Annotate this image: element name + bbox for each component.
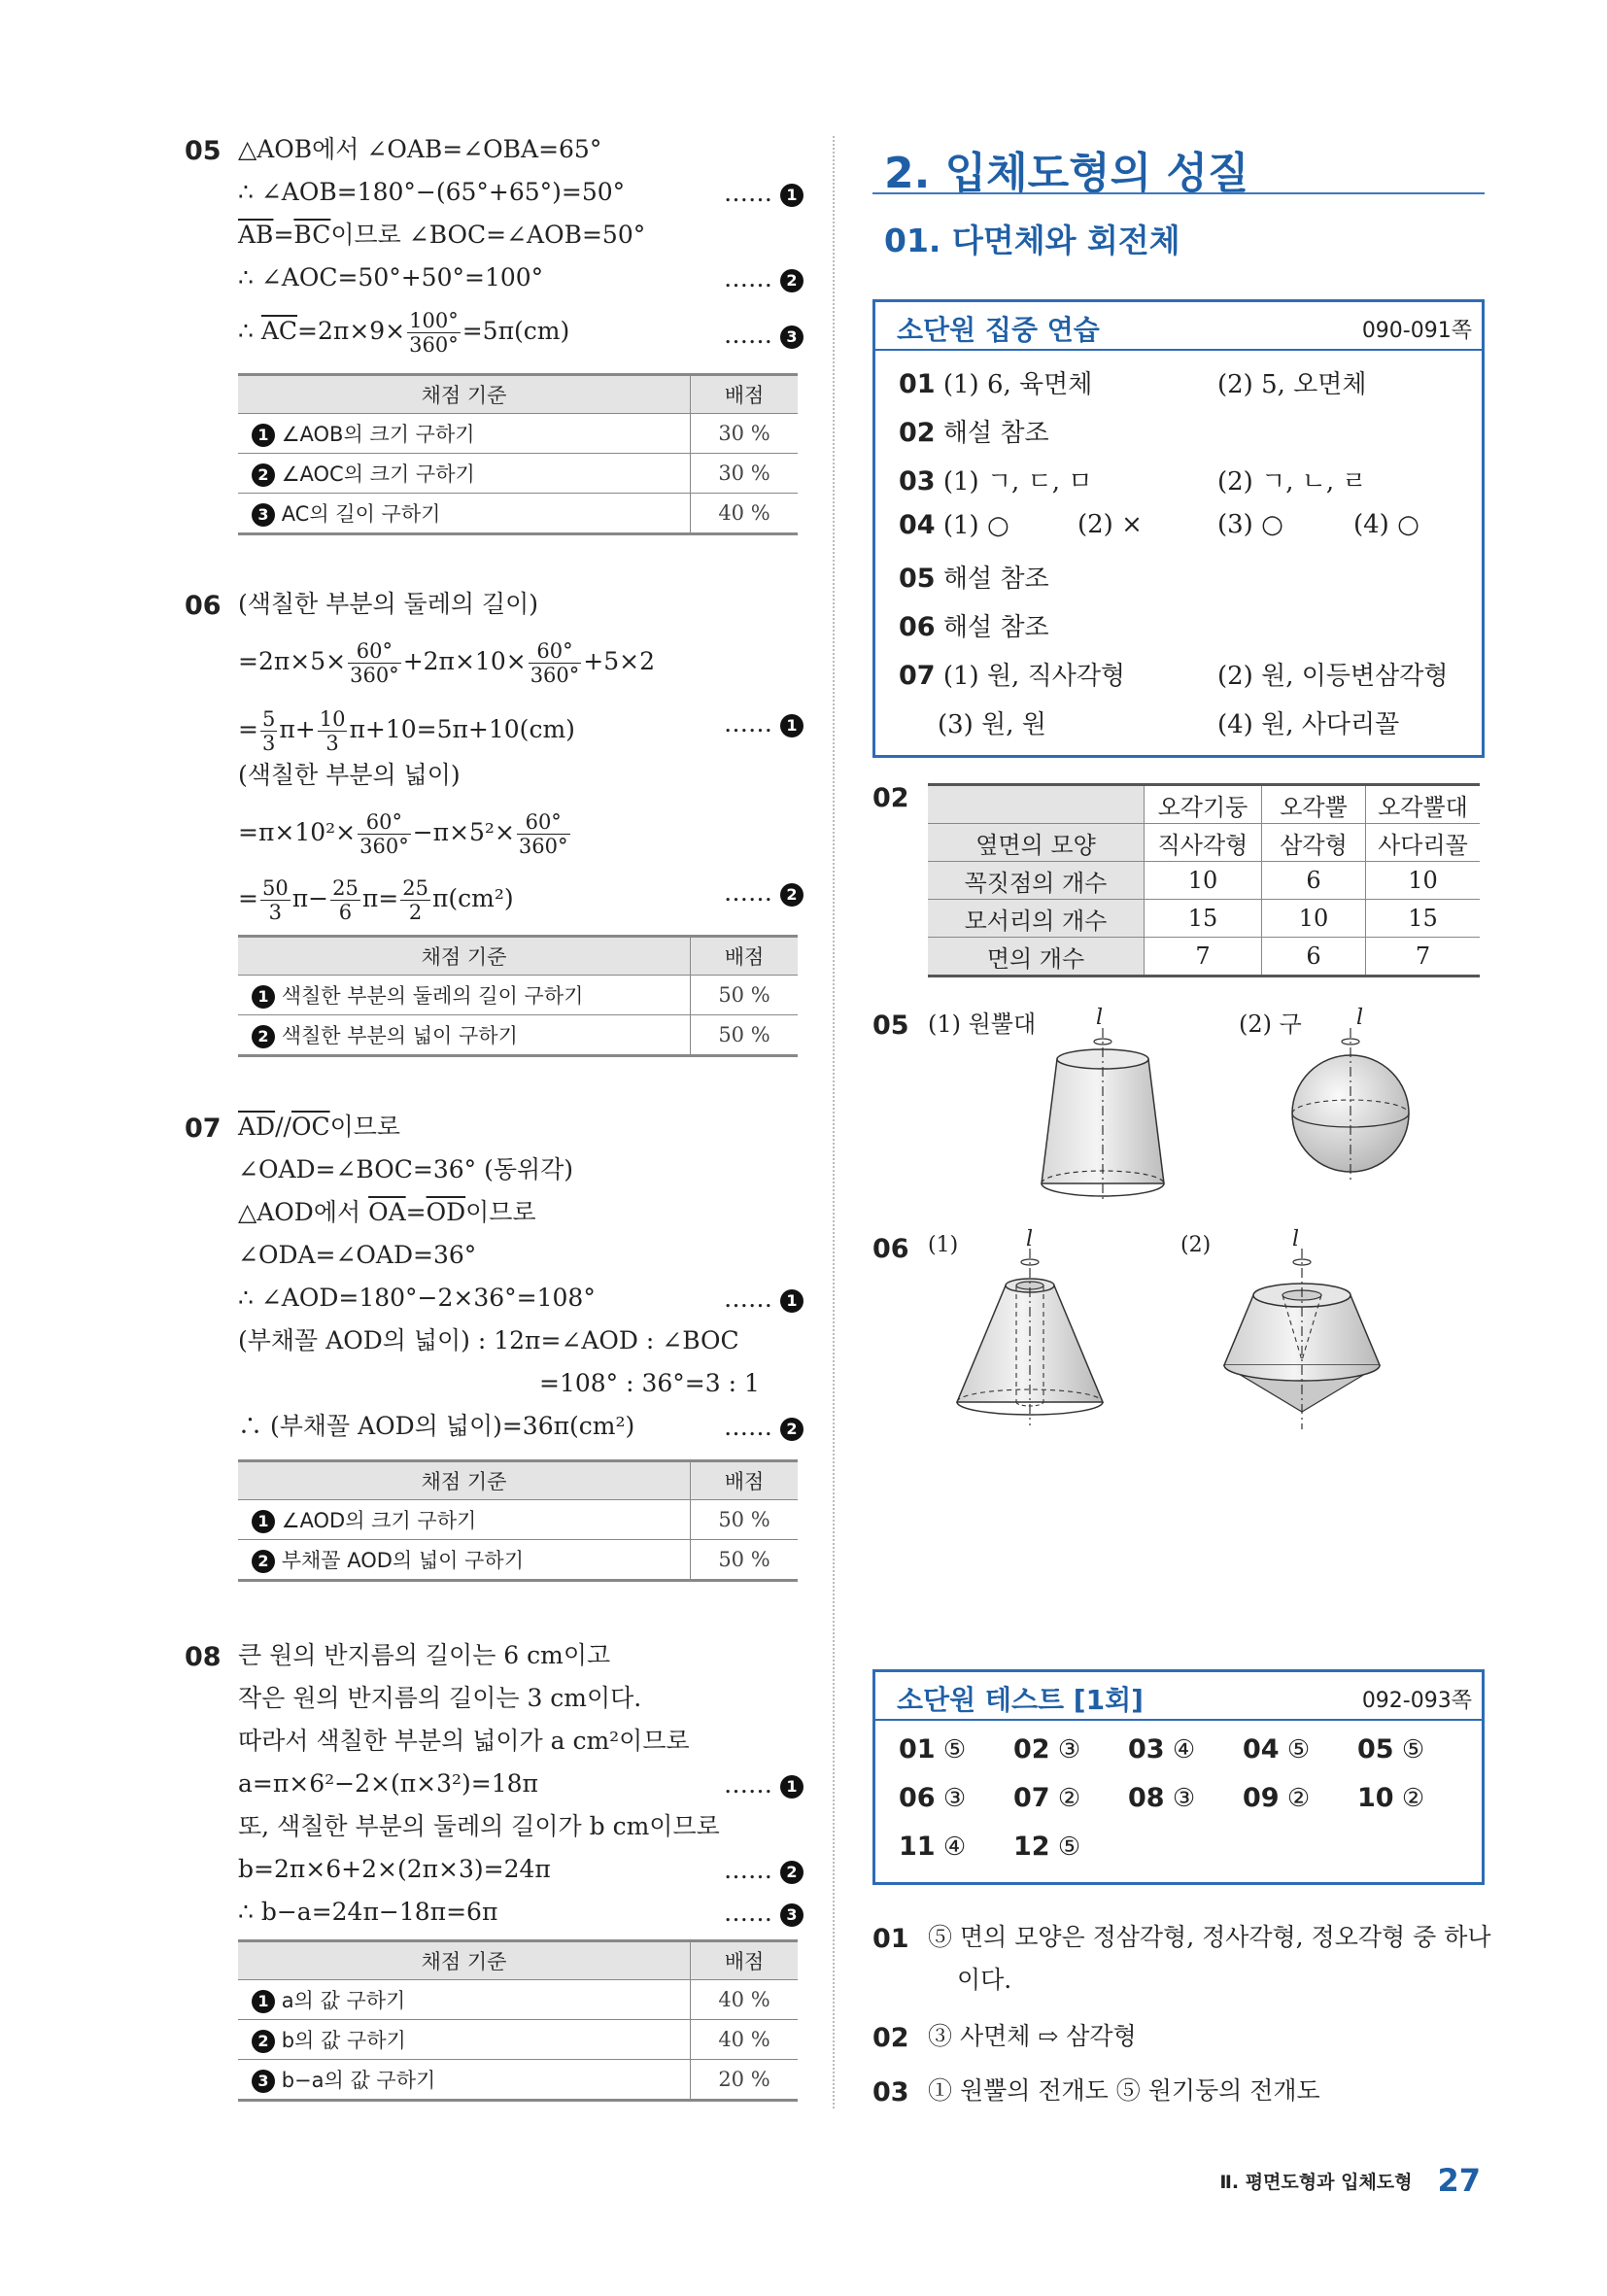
problem-number: 07 <box>185 1114 222 1144</box>
answer-number: 10 <box>1357 1783 1394 1813</box>
scoring-table <box>238 373 798 535</box>
answer: ② <box>1057 1784 1081 1813</box>
score: 50 % <box>691 1015 799 1056</box>
text: +5×2 <box>583 647 655 675</box>
text: = <box>273 221 294 249</box>
step-marker <box>724 1285 804 1313</box>
practice-answer-box <box>872 299 1485 758</box>
table-row <box>928 824 1480 862</box>
numerator: 60° <box>348 639 401 664</box>
numerator: 25 <box>402 876 428 900</box>
answer-row <box>1243 1783 1310 1813</box>
numerator: 5 <box>261 707 276 731</box>
answer: (1) 원, 직사각형 <box>942 662 1126 691</box>
answer-row <box>1128 1783 1195 1813</box>
score: 30 % <box>691 454 799 494</box>
explanation-line: ③ 사면체 ⇨ 삼각형 <box>928 2022 1137 2050</box>
polyhedron-table <box>928 783 1480 977</box>
step-marker <box>724 321 804 349</box>
criteria: ∠AOB의 크기 구하기 <box>281 423 475 446</box>
numerator: 25 <box>332 876 359 900</box>
text: =π×10²× <box>238 818 357 846</box>
fraction <box>318 707 348 755</box>
cell: 15 <box>1366 900 1481 938</box>
cell: 7 <box>1366 938 1481 977</box>
table-row <box>928 900 1480 938</box>
dots: …… <box>724 1413 772 1441</box>
solution-line: (색칠한 부분의 둘레의 길이) <box>238 590 538 618</box>
figure-label: (2) 구 <box>1239 1011 1302 1038</box>
page-number: 27 <box>1437 2162 1481 2199</box>
step-marker <box>724 709 804 737</box>
answer: (4) ○ <box>1353 510 1419 539</box>
explanation-line: ① 원뿔의 전개도 ⑤ 원기둥의 전개도 <box>928 2076 1320 2105</box>
answer-row <box>899 656 1125 692</box>
criteria: a의 값 구하기 <box>281 1989 406 2012</box>
solution-line: (색칠한 부분의 넓이) <box>238 761 461 789</box>
answer: ④ <box>942 1833 967 1862</box>
answer-number: 05 <box>899 564 936 594</box>
cell: 직사각형 <box>1145 824 1262 862</box>
step-circle: 1 <box>780 1775 804 1799</box>
solution-line: ∴ b−a=24π−18π=6π <box>238 1898 498 1926</box>
text: 이므로 ∠BOC=∠AOB=50° <box>330 221 646 249</box>
text: =5π(cm) <box>462 317 570 345</box>
answer-number: 07 <box>1013 1783 1050 1813</box>
answer-number: 01 <box>899 1734 936 1765</box>
answer-row <box>1243 1734 1310 1765</box>
solution-line: 또, 색칠한 부분의 둘레의 길이가 b cm이므로 <box>238 1812 720 1840</box>
text: 이므로 <box>329 1113 401 1141</box>
segment: $\overline{AD}$ <box>238 1113 276 1141</box>
header-score: 배점 <box>691 1941 799 1980</box>
answer: ⑤ <box>1057 1833 1081 1862</box>
answer: 해설 참조 <box>942 565 1049 594</box>
answer-number: 05 <box>1357 1734 1394 1765</box>
numerator: 10 <box>319 707 346 731</box>
answer-row <box>899 559 1049 595</box>
text: △AOD에서 <box>238 1198 369 1226</box>
cell: 7 <box>1145 938 1262 977</box>
chapter-label: Ⅱ. 평면도형과 입체도형 <box>1219 2171 1413 2193</box>
corner-cell <box>928 785 1145 824</box>
answer-number: 01 <box>899 369 936 399</box>
answer-number: 09 <box>1243 1783 1280 1813</box>
sphere-figure <box>1282 1020 1419 1185</box>
solution-line: ∴ ∠AOD=180°−2×36°=108° <box>238 1284 596 1312</box>
answer: ② <box>1401 1784 1425 1813</box>
solution-line <box>238 309 569 357</box>
sub-title: 01. 다면체와 회전체 <box>884 222 1180 259</box>
text: = <box>405 1198 427 1226</box>
denominator: 360° <box>518 835 568 858</box>
cell: 15 <box>1145 900 1262 938</box>
answer-number: 04 <box>899 510 936 540</box>
answer-number: 04 <box>1243 1734 1280 1765</box>
table-row <box>238 1015 798 1056</box>
answer-number: 02 <box>1013 1734 1050 1765</box>
answer-row <box>1128 1734 1195 1765</box>
criteria: AC의 길이 구하기 <box>281 502 441 526</box>
answer: ② <box>1286 1784 1311 1813</box>
step-marker <box>724 1856 804 1884</box>
cell: 10 <box>1145 862 1262 900</box>
fraction <box>517 810 570 858</box>
box-header <box>875 1672 1482 1721</box>
section-title: 2. 입체도형의 성질 <box>884 149 1249 198</box>
step-circle: 3 <box>780 326 804 349</box>
segment: $\overline{AB}$ <box>238 221 274 249</box>
score: 30 % <box>691 414 799 454</box>
answer: ⑤ <box>1401 1735 1425 1765</box>
numerator: 60° <box>517 810 570 835</box>
cell: 10 <box>1366 862 1481 900</box>
denominator: 360° <box>350 664 399 687</box>
answer-row <box>899 1734 966 1765</box>
answer: (1) ㄱ, ㄷ, ㅁ <box>942 467 1093 497</box>
text: +2π×10× <box>402 647 527 675</box>
criteria: 부채꼴 AOD의 넓이 구하기 <box>281 1549 524 1572</box>
frustum-with-cone-hole-figure <box>1210 1239 1394 1433</box>
dots: …… <box>724 1770 772 1799</box>
step-marker <box>724 179 804 207</box>
solution-line <box>238 810 572 858</box>
step-circle: 2 <box>252 463 275 487</box>
denominator: 360° <box>359 835 409 858</box>
answer: ⑤ <box>942 1735 967 1765</box>
numerator: 60° <box>529 639 582 664</box>
figure-label: (1) 원뿔대 <box>928 1011 1037 1038</box>
step-marker <box>724 878 804 907</box>
figure-label: (2) <box>1180 1233 1212 1257</box>
denominator: 2 <box>408 901 423 924</box>
criteria: 색칠한 부분의 넓이 구하기 <box>281 1024 518 1047</box>
table-row <box>928 862 1480 900</box>
fraction <box>407 309 461 357</box>
score: 40 % <box>691 494 799 534</box>
cell: 사다리꼴 <box>1366 824 1481 862</box>
column-header: 오각기둥 <box>1145 785 1262 824</box>
problem-number: 08 <box>185 1642 222 1672</box>
answer-row <box>899 462 1092 497</box>
denominator: 3 <box>268 901 282 924</box>
dots: …… <box>724 179 772 207</box>
axis-label: l <box>1026 1227 1034 1251</box>
text: =2π×5× <box>238 647 347 675</box>
text: = <box>238 884 258 912</box>
step-circle: 2 <box>780 269 804 292</box>
box-pages: 090-091쪽 <box>1361 319 1472 343</box>
text: π− <box>291 884 329 912</box>
row-header: 면의 개수 <box>928 938 1145 977</box>
answer-number: 11 <box>899 1832 936 1862</box>
answer-number: 07 <box>899 661 936 691</box>
solution-line <box>238 218 645 253</box>
answer: (2) 원, 이등변삼각형 <box>1217 662 1449 691</box>
answer-row <box>1357 1783 1424 1813</box>
score: 40 % <box>691 2020 799 2060</box>
text: π+10=5π+10(cm) <box>349 715 575 743</box>
scoring-table <box>238 1459 798 1582</box>
text: =2π×9× <box>297 317 406 345</box>
segment: $\overline{OD}$ <box>426 1198 466 1226</box>
axis-label: l <box>1292 1227 1300 1251</box>
answer: (3) 원, 원 <box>938 710 1046 739</box>
problem-number: 02 <box>872 2023 909 2053</box>
answer-number: 12 <box>1013 1832 1050 1862</box>
table-row <box>238 494 798 534</box>
answer: ③ <box>1057 1735 1081 1765</box>
step-circle: 1 <box>780 714 804 737</box>
step-circle: 3 <box>252 503 275 527</box>
step-circle: 3 <box>252 2070 275 2093</box>
solution-line: =108° : 36°=3 : 1 <box>539 1369 760 1397</box>
explanation-line: 이다. <box>957 1966 1012 1994</box>
criteria: b의 값 구하기 <box>281 2029 406 2052</box>
segment: $\overline{BC}$ <box>293 221 331 249</box>
text: π= <box>361 884 399 912</box>
header-criteria: 채점 기준 <box>238 1461 691 1500</box>
box-title: 소단원 테스트 [1회] <box>897 1684 1144 1716</box>
arc: $\overline{AC}$ <box>260 317 298 345</box>
text: π(cm²) <box>431 884 514 912</box>
step-circle: 3 <box>780 1903 804 1927</box>
answer-row <box>899 510 1009 540</box>
answer: 해설 참조 <box>942 419 1049 448</box>
answer: ④ <box>1172 1735 1196 1765</box>
table-row <box>238 454 798 494</box>
criteria: ∠AOC의 크기 구하기 <box>281 463 475 486</box>
scoring-table <box>238 1939 798 2102</box>
denominator: 3 <box>325 732 339 755</box>
criteria: b−a의 값 구하기 <box>281 2069 436 2092</box>
table-row <box>238 976 798 1015</box>
column-header: 오각뿔대 <box>1366 785 1481 824</box>
dots: …… <box>724 1285 772 1313</box>
header-criteria: 채점 기준 <box>238 937 691 976</box>
solution-line: ∴ (부채꼴 AOD의 넓이)=36π(cm²) <box>238 1412 635 1440</box>
table-row <box>238 1980 798 2020</box>
header-score: 배점 <box>691 937 799 976</box>
explanation-line: ⑤ 면의 모양은 정삼각형, 정사각형, 정오각형 중 하나 <box>928 1923 1491 1951</box>
solution-line: ∠ODA=∠OAD=36° <box>238 1241 477 1269</box>
answer-number: 08 <box>1128 1783 1165 1813</box>
answer-number: 03 <box>1128 1734 1165 1765</box>
problem-number: 01 <box>872 1924 909 1954</box>
row-header: 옆면의 모양 <box>928 824 1145 862</box>
box-title: 소단원 집중 연습 <box>897 314 1100 346</box>
answer-row <box>1357 1734 1424 1765</box>
fraction <box>358 810 411 858</box>
axis-label: l <box>1356 1006 1364 1030</box>
answer: (4) 원, 사다리꼴 <box>1217 710 1400 739</box>
answer: 해설 참조 <box>942 613 1049 642</box>
header-score: 배점 <box>691 1461 799 1500</box>
score: 50 % <box>691 1540 799 1581</box>
solution-line: (부채꼴 AOD의 넓이) : 12π=∠AOD : ∠BOC <box>238 1326 739 1354</box>
answer: (2) ㄱ, ㄴ, ㄹ <box>1217 467 1367 497</box>
text: // <box>275 1113 291 1141</box>
step-marker <box>724 264 804 292</box>
table-row <box>238 1540 798 1581</box>
solution-line: ∠OAD=∠BOC=36° (동위각) <box>238 1155 574 1183</box>
answer: (1) 6, 육면체 <box>942 370 1093 399</box>
problem-number: 05 <box>872 1011 909 1041</box>
header-criteria: 채점 기준 <box>238 375 691 414</box>
answer-number: 03 <box>899 466 936 497</box>
numerator: 50 <box>261 876 289 900</box>
denominator: 3 <box>261 732 276 755</box>
denominator: 360° <box>530 664 580 687</box>
solution-line <box>238 639 655 687</box>
solution-line: ∴ ∠AOB=180°−(65°+65°)=50° <box>238 178 626 206</box>
answer-row <box>899 1783 966 1813</box>
axis-label: l <box>1096 1006 1104 1030</box>
score: 40 % <box>691 1980 799 2020</box>
column-divider <box>833 136 835 2108</box>
solution-line: 큰 원의 반지름의 길이는 6 cm이고 <box>238 1641 611 1669</box>
solution-line: △AOB에서 ∠OAB=∠OBA=65° <box>238 135 602 163</box>
dots: …… <box>724 264 772 292</box>
dots: …… <box>724 1899 772 1927</box>
step-circle: 1 <box>252 424 275 447</box>
answer-row <box>1013 1734 1080 1765</box>
solution-line: 작은 원의 반지름의 길이는 3 cm이다. <box>238 1684 642 1712</box>
fraction <box>260 707 277 755</box>
test-answer-box <box>872 1669 1485 1885</box>
numerator: 100° <box>409 309 459 332</box>
step-circle: 2 <box>252 1025 275 1048</box>
answer: (2) 5, 오면체 <box>1217 370 1367 399</box>
answer-row <box>1013 1832 1080 1862</box>
cell: 10 <box>1262 900 1366 938</box>
step-marker <box>724 1770 804 1799</box>
cell: 삼각형 <box>1262 824 1366 862</box>
step-circle: 2 <box>780 1418 804 1441</box>
answer-row <box>899 364 1092 400</box>
table-row <box>238 1500 798 1540</box>
step-circle: 2 <box>780 1861 804 1884</box>
answer: ③ <box>1172 1784 1196 1813</box>
fraction <box>400 876 430 924</box>
fraction <box>529 639 582 687</box>
denominator: 360° <box>409 333 459 357</box>
step-circle: 2 <box>780 883 804 907</box>
cell: 6 <box>1262 862 1366 900</box>
section-rule <box>872 192 1485 194</box>
table-row <box>238 2020 798 2060</box>
score: 50 % <box>691 1500 799 1540</box>
frustum-cone-figure <box>1020 1020 1185 1205</box>
text: ∴ <box>238 317 261 345</box>
answer-row <box>899 607 1049 643</box>
answer-number: 06 <box>899 612 936 642</box>
answer: (3) ○ <box>1217 510 1283 539</box>
answer-number: 02 <box>899 418 936 448</box>
answer: ⑤ <box>1286 1735 1311 1765</box>
hollow-frustum-figure <box>947 1239 1112 1428</box>
step-marker <box>724 1899 804 1927</box>
solution-line <box>238 1110 400 1145</box>
step-circle: 2 <box>252 2030 275 2053</box>
step-circle: 1 <box>252 1510 275 1533</box>
fraction <box>330 876 360 924</box>
answer-number: 06 <box>899 1783 936 1813</box>
denominator: 6 <box>338 901 353 924</box>
criteria: ∠AOD의 크기 구하기 <box>281 1509 477 1532</box>
text: = <box>238 715 258 743</box>
fraction <box>348 639 401 687</box>
header-score: 배점 <box>691 375 799 414</box>
segment: $\overline{OC}$ <box>291 1113 330 1141</box>
step-circle: 1 <box>780 1289 804 1313</box>
text: π+ <box>279 715 316 743</box>
step-circle: 1 <box>252 1990 275 2013</box>
step-circle: 1 <box>252 985 275 1009</box>
figure-label: (1) <box>928 1233 959 1257</box>
score: 20 % <box>691 2060 799 2101</box>
solution-line: b=2π×6+2×(2π×3)=24π <box>238 1855 551 1883</box>
problem-number: 03 <box>872 2077 909 2108</box>
step-circle: 1 <box>780 184 804 207</box>
solution-line <box>238 707 575 755</box>
score: 50 % <box>691 976 799 1015</box>
solution-line <box>238 1195 536 1230</box>
answer: (2) × <box>1077 510 1143 539</box>
solution-line: 따라서 색칠한 부분의 넓이가 a cm²이므로 <box>238 1727 690 1755</box>
box-pages: 092-093쪽 <box>1361 1689 1472 1713</box>
problem-number: 05 <box>185 136 222 166</box>
header-criteria: 채점 기준 <box>238 1941 691 1980</box>
dots: …… <box>724 878 772 907</box>
segment: $\overline{OA}$ <box>368 1198 406 1226</box>
answer: ③ <box>942 1784 967 1813</box>
criteria: 색칠한 부분의 둘레의 길이 구하기 <box>281 984 584 1008</box>
column-header: 오각뿔 <box>1262 785 1366 824</box>
problem-number: 02 <box>872 783 909 813</box>
solution-line <box>238 876 514 924</box>
answer-row <box>899 1832 966 1862</box>
page-footer <box>1219 2162 1481 2199</box>
row-header: 모서리의 개수 <box>928 900 1145 938</box>
table-row <box>238 414 798 454</box>
answer-row <box>899 413 1049 449</box>
table-row <box>928 938 1480 977</box>
dots: …… <box>724 321 772 349</box>
solution-line: ∴ ∠AOC=50°+50°=100° <box>238 263 544 291</box>
box-header <box>875 302 1482 351</box>
numerator: 60° <box>358 810 411 835</box>
step-circle: 2 <box>252 1550 275 1573</box>
text: −π×5²× <box>412 818 515 846</box>
dots: …… <box>724 709 772 737</box>
solution-line: a=π×6²−2×(π×3²)=18π <box>238 1769 538 1798</box>
problem-number: 06 <box>872 1234 909 1264</box>
table-row <box>238 2060 798 2101</box>
cell: 6 <box>1262 938 1366 977</box>
fraction <box>260 876 291 924</box>
answer: (1) ○ <box>942 511 1009 540</box>
step-marker <box>724 1413 804 1441</box>
dots: …… <box>724 1856 772 1884</box>
scoring-table <box>238 935 798 1057</box>
problem-number: 06 <box>185 591 222 621</box>
answer-row <box>1013 1783 1080 1813</box>
text: 이므로 <box>465 1198 536 1226</box>
row-header: 꼭짓점의 개수 <box>928 862 1145 900</box>
